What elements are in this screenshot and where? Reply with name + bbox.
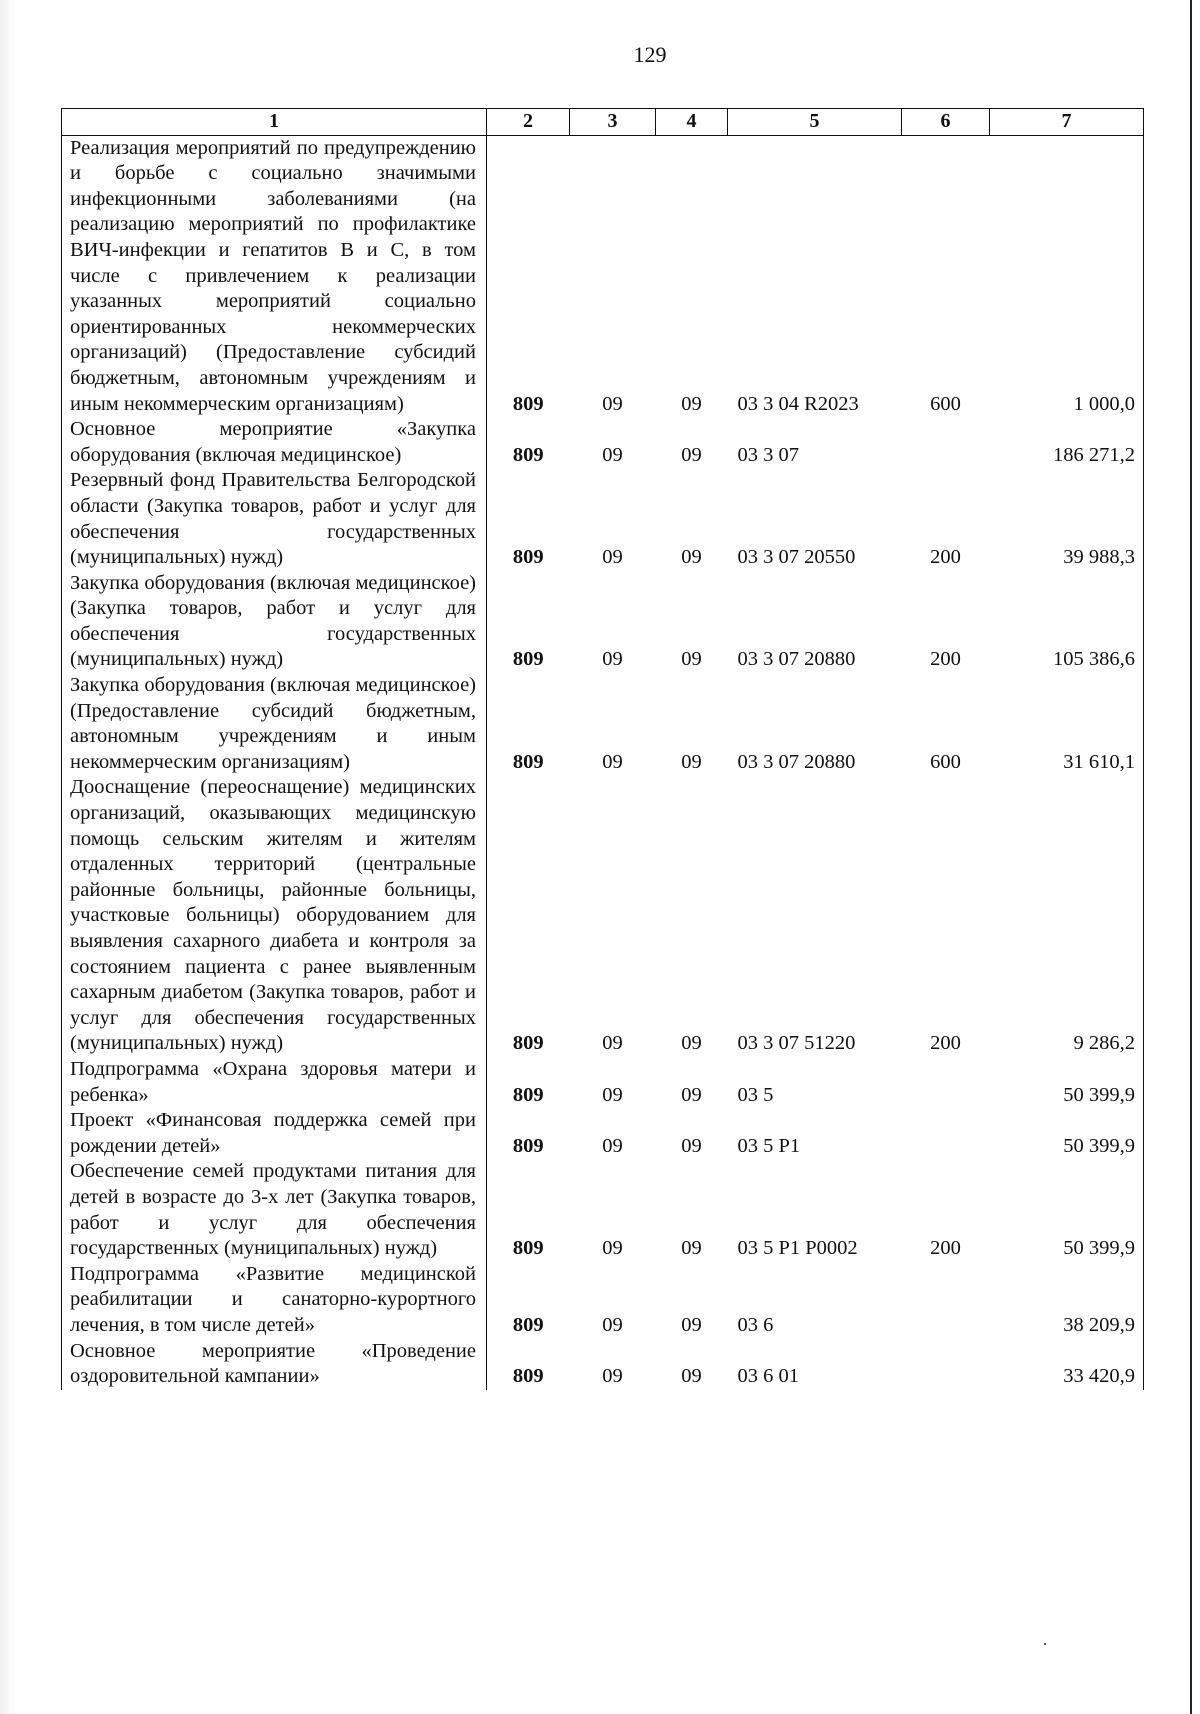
row-subsection-cell: 09 <box>681 750 702 773</box>
row-grbs-cell: 809 <box>512 1032 544 1055</box>
table-row <box>62 1262 1144 1339</box>
row-name-cell: Основное мероприятие «Проведение оздоровительной кампании» <box>62 1339 487 1390</box>
row-expense-type-cell <box>902 1339 990 1390</box>
row-amount-cell: 33 420,9 <box>990 1339 1144 1390</box>
row-subsection-cell: 09 <box>681 546 702 569</box>
row-name-cell: Закупка оборудования (включая медицинское) (Предоставление субсидий бюджетным, автономным учреждениям и иным некоммерческим организациям) <box>62 673 487 775</box>
row-amount-cell: 38 209,9 <box>990 1262 1144 1339</box>
col-header-1: 1 <box>62 109 487 136</box>
row-name-cell: Закупка оборудования (включая медицинское) (Закупка товаров, работ и услуг для обеспечения государственных (муниципальных) нужд) <box>62 571 487 673</box>
row-target-article-cell: 03 5 P1 P0002 <box>737 1237 858 1260</box>
table-row <box>62 135 1144 417</box>
table-row <box>62 417 1144 468</box>
row-section-cell: 09 <box>602 648 623 671</box>
row-grbs-cell: 809 <box>512 1083 544 1106</box>
row-section-cell: 09 <box>602 750 623 773</box>
col-header-7: 7 <box>990 109 1144 136</box>
col-header-5: 5 <box>728 109 902 136</box>
table-row <box>62 571 1144 673</box>
row-subsection-cell: 09 <box>681 1134 702 1157</box>
scan-shadow <box>0 0 14 1714</box>
row-grbs-cell: 809 <box>512 1237 544 1260</box>
table-body <box>62 135 1144 1390</box>
row-expense-type-cell <box>902 1108 990 1159</box>
row-grbs-cell: 809 <box>512 1134 544 1157</box>
row-target-article-cell: 03 5 <box>737 1083 774 1106</box>
row-subsection-cell: 09 <box>681 392 702 415</box>
row-target-article-cell: 03 6 01 <box>737 1365 799 1388</box>
row-section-cell: 09 <box>602 1365 623 1388</box>
row-grbs-cell: 809 <box>512 648 544 671</box>
row-amount-cell: 1 000,0 <box>990 135 1144 417</box>
row-target-article-cell: 03 3 07 51220 <box>737 1032 856 1055</box>
col-header-6: 6 <box>902 109 990 136</box>
row-expense-type-cell: 200 <box>930 1032 961 1055</box>
page-number: 129 <box>633 42 667 67</box>
table-row <box>62 1108 1144 1159</box>
row-subsection-cell: 09 <box>681 1237 702 1260</box>
header-row <box>62 109 1144 136</box>
row-section-cell: 09 <box>602 443 623 466</box>
row-subsection-cell: 09 <box>681 648 702 671</box>
row-expense-type-cell: 600 <box>930 392 961 415</box>
row-expense-type-cell: 200 <box>930 546 961 569</box>
row-section-cell: 09 <box>602 546 623 569</box>
row-section-cell: 09 <box>602 1032 623 1055</box>
table-row <box>62 1159 1144 1261</box>
row-target-article-cell: 03 5 P1 <box>737 1134 801 1157</box>
row-expense-type-cell: 600 <box>930 750 961 773</box>
table-row <box>62 468 1144 570</box>
row-amount-cell: 50 399,9 <box>990 1057 1144 1108</box>
budget-table <box>61 108 1144 1390</box>
row-subsection-cell: 09 <box>681 1365 702 1388</box>
row-section-cell: 09 <box>602 1134 623 1157</box>
table-row <box>62 775 1144 1057</box>
row-target-article-cell: 03 6 <box>737 1313 774 1336</box>
row-expense-type-cell: 200 <box>930 648 961 671</box>
row-name-cell: Реализация мероприятий по предупреждению и борьбе с социально значимыми инфекционными заболеваниями (на реализацию мероприятий по профилактике ВИЧ-инфекции и гепатитов В и С, в том числе с привлечением к реализации указанных мероприятий социально ориентированных некоммерческих организаций) (Предоставление субсидий бюджетным, автономным учреждениям и иным некоммерческим организациям) <box>62 135 487 417</box>
row-amount-cell: 39 988,3 <box>990 468 1144 570</box>
row-name-cell: Подпрограмма «Развитие медицинской реабилитации и санаторно-курортного лечения, в том числе детей» <box>62 1262 487 1339</box>
row-grbs-cell: 809 <box>512 443 544 466</box>
row-subsection-cell: 09 <box>681 1313 702 1336</box>
row-target-article-cell: 03 3 07 <box>737 443 799 466</box>
col-header-2: 2 <box>487 109 570 136</box>
row-target-article-cell: 03 3 04 R2023 <box>737 392 859 415</box>
row-section-cell: 09 <box>602 392 623 415</box>
table-row <box>62 1057 1144 1108</box>
row-grbs-cell: 809 <box>512 546 544 569</box>
table-row <box>62 1339 1144 1390</box>
row-expense-type-cell <box>902 1057 990 1108</box>
row-amount-cell: 50 399,9 <box>990 1159 1144 1261</box>
row-subsection-cell: 09 <box>681 1032 702 1055</box>
row-grbs-cell: 809 <box>512 750 544 773</box>
row-grbs-cell: 809 <box>512 1313 544 1336</box>
row-expense-type-cell: 200 <box>930 1237 961 1260</box>
row-target-article-cell: 03 3 07 20550 <box>737 546 856 569</box>
row-amount-cell: 9 286,2 <box>990 775 1144 1057</box>
scan-edge-line <box>1190 0 1192 1714</box>
col-header-3: 3 <box>570 109 656 136</box>
col-header-4: 4 <box>656 109 728 136</box>
row-amount-cell: 31 610,1 <box>990 673 1144 775</box>
row-grbs-cell: 809 <box>512 1365 544 1388</box>
row-section-cell: 09 <box>602 1083 623 1106</box>
row-target-article-cell: 03 3 07 20880 <box>737 750 856 773</box>
table-row <box>62 673 1144 775</box>
row-amount-cell: 50 399,9 <box>990 1108 1144 1159</box>
row-section-cell: 09 <box>602 1313 623 1336</box>
row-name-cell: Проект «Финансовая поддержка семей при рождении детей» <box>62 1108 487 1159</box>
row-name-cell: Резервный фонд Правительства Белгородской области (Закупка товаров, работ и услуг для обеспечения государственных (муниципальных) нужд) <box>62 468 487 570</box>
row-target-article-cell: 03 3 07 20880 <box>737 648 856 671</box>
scan-speck <box>1044 1643 1046 1645</box>
row-amount-cell: 186 271,2 <box>990 417 1144 468</box>
row-expense-type-cell <box>902 417 990 468</box>
row-name-cell: Основное мероприятие «Закупка оборудования (включая медицинское) <box>62 417 487 468</box>
row-amount-cell: 105 386,6 <box>990 571 1144 673</box>
row-name-cell: Подпрограмма «Охрана здоровья матери и ребенка» <box>62 1057 487 1108</box>
row-subsection-cell: 09 <box>681 1083 702 1106</box>
row-section-cell: 09 <box>602 1237 623 1260</box>
row-expense-type-cell <box>902 1262 990 1339</box>
row-grbs-cell: 809 <box>512 392 544 415</box>
row-name-cell: Дооснащение (переоснащение) медицинских организаций, оказывающих медицинскую помощь сельским жителям и жителям отдаленных территорий (центральные районные больницы, районные больницы, участковые больницы) оборудованием для выявления сахарного диабета и контроля за состоянием пациента с ранее выявленным сахарным диабетом (Закупка товаров, работ и услуг для обеспечения государственных (муниципальных) нужд) <box>62 775 487 1057</box>
row-subsection-cell: 09 <box>681 443 702 466</box>
row-name-cell: Обеспечение семей продуктами питания для детей в возрасте до 3-х лет (Закупка товаров, работ и услуг для обеспечения государственных (муниципальных) нужд) <box>62 1159 487 1261</box>
